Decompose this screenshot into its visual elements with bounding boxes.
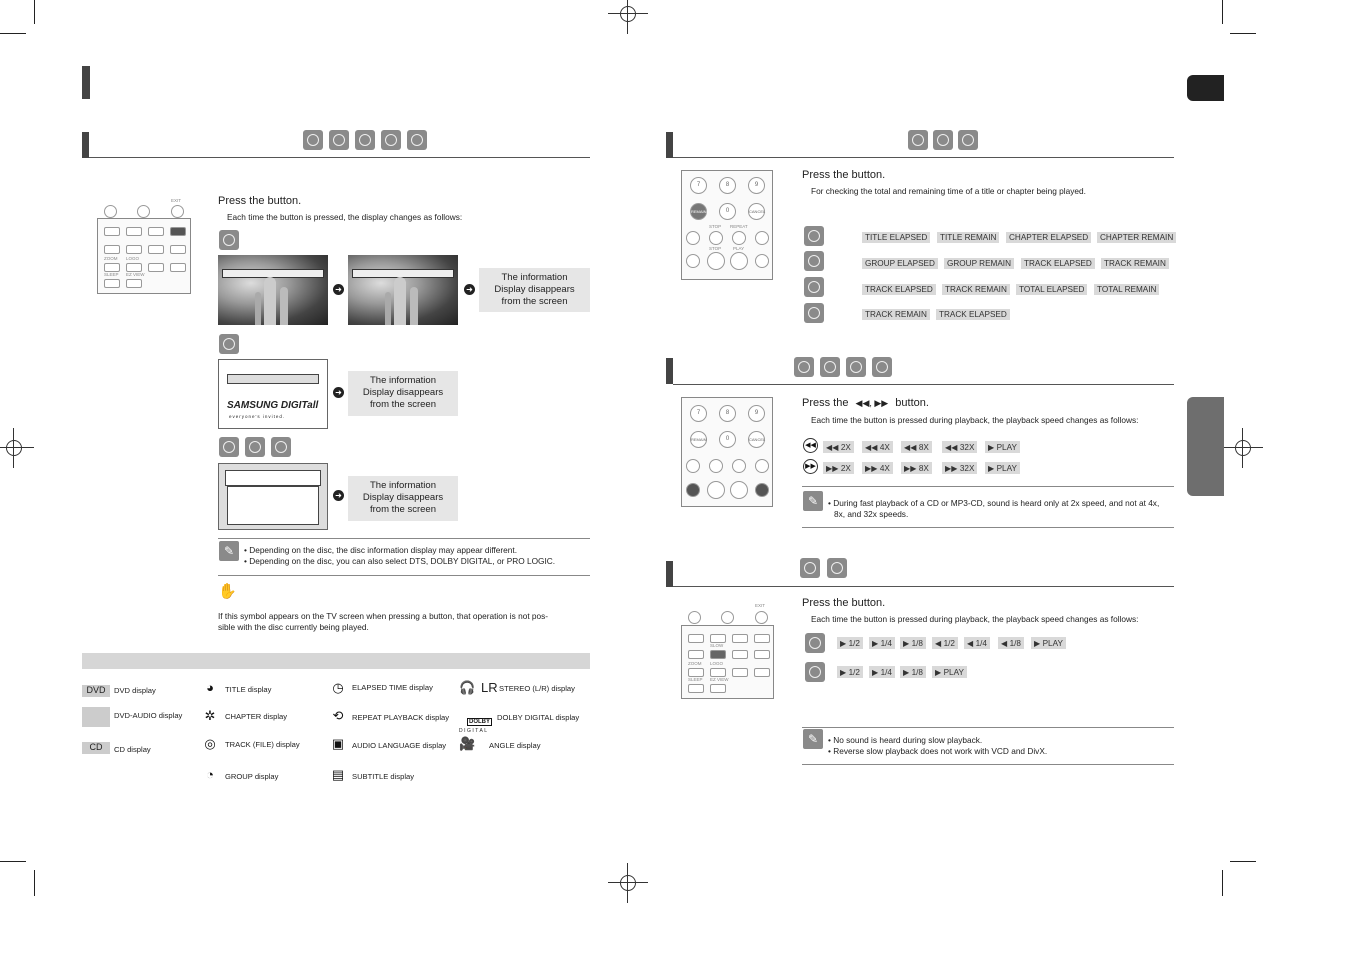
group-icon: ◔ [206, 767, 214, 782]
cd-tag: CD [82, 742, 110, 754]
hand-icon: ✋ [218, 583, 237, 600]
disc-icon [805, 662, 825, 682]
note-rule [802, 486, 1174, 487]
note-rule [218, 575, 590, 576]
remote-next-button [755, 231, 769, 245]
speed-tag: ▶▶ 32X [942, 462, 977, 474]
disc-icon [329, 130, 349, 150]
remote-cancel-button: CANCEL [748, 431, 765, 448]
info-box-1: The information Display disappears from the screen [479, 268, 590, 312]
dvd-disc-icon [804, 226, 824, 246]
section-marker [666, 561, 673, 587]
speed-tag: ▶▶ 2X [823, 462, 854, 474]
remain-tag: TRACK REMAIN [942, 284, 1010, 295]
remote-play-button [730, 481, 748, 499]
remote-illustration: ZOOM LOGO SLEEP EZ VIEW [97, 218, 191, 294]
remote-label: EXIT [755, 603, 766, 608]
remain-tag: TRACK REMAIN [1101, 258, 1169, 269]
legend-label: DOLBY DIGITAL display [497, 713, 580, 722]
remote-remain-button: REMAIN [690, 431, 707, 448]
dvd-disc-icon [219, 230, 239, 250]
remain-tag: CHAPTER ELAPSED [1006, 232, 1091, 243]
remote-label: EXIT [171, 198, 182, 203]
crop-mark [0, 33, 26, 34]
stereo-icon: 🎧 [459, 680, 476, 695]
info-box-3: The information Display disappears from the screen [348, 476, 458, 521]
repeat-icon: ⟲ [332, 708, 344, 723]
disc-icon [908, 130, 928, 150]
remain-tag: TOTAL REMAIN [1094, 284, 1159, 295]
instruction-sub: Each time the button is pressed, the display changes as follows: [227, 212, 463, 222]
slow-tag: ◀ 1/8 [998, 637, 1024, 649]
instruction: Press the ◀◀, ▶▶ button. [802, 397, 929, 409]
remote-stop-button [707, 252, 725, 270]
remote-ff-button [755, 483, 769, 497]
cd-disc-icon [804, 277, 824, 297]
remote-play-button [730, 252, 748, 270]
fast-forward-icon: ▶▶ [803, 459, 818, 474]
remote-button [721, 611, 734, 624]
disc-icon [271, 437, 291, 457]
legend-label: SUBTITLE display [352, 772, 415, 781]
remote-button-0: 0 [719, 203, 736, 220]
note-text: • During fast playback of a CD or MP3-CD, sound is heard only at 2x speed, and not at 4x, [828, 498, 1160, 508]
remote-label: STOP [709, 246, 722, 251]
remote-cancel-button: CANCEL [748, 203, 765, 220]
tv-screen-mp3 [218, 463, 328, 530]
instruction-sub: Each time the button is pressed during playback, the playback speed changes as follows: [811, 415, 1139, 425]
legend-label: GROUP display [225, 772, 279, 781]
legend-label: DVD display [114, 686, 156, 695]
disc-icon [303, 130, 323, 150]
remote-button-8: 8 [719, 405, 736, 422]
remote-exit-button [171, 205, 184, 218]
remote-button-8: 8 [719, 177, 736, 194]
remote-button-9: 9 [748, 177, 765, 194]
note-rule [802, 727, 1174, 728]
remote-ff-button [755, 254, 769, 268]
disc-icon [407, 130, 427, 150]
remote-rewind-button [686, 254, 700, 268]
disc-icon [958, 130, 978, 150]
remain-tag: TRACK ELAPSED [1021, 258, 1095, 269]
slow-tag: ◀ 1/4 [964, 637, 990, 649]
audio-language-icon: ▣ [331, 736, 345, 751]
slow-tag: ▶ PLAY [1031, 637, 1066, 649]
remote-label: PLAY [733, 246, 745, 251]
crop-mark [0, 861, 26, 862]
disc-icon [800, 558, 820, 578]
registration-mark [1231, 436, 1255, 460]
slow-tag: ▶ 1/4 [869, 637, 895, 649]
note-rule [802, 764, 1174, 765]
note-rule [802, 527, 1174, 528]
angle-icon: 🎥 [459, 736, 476, 751]
legend-label: ELAPSED TIME display [352, 683, 433, 692]
remain-tag: TITLE REMAIN [937, 232, 999, 243]
remote-button-7: 7 [690, 405, 707, 422]
tv-screen-1 [218, 255, 328, 325]
arrow-icon: ➜ [333, 387, 344, 398]
legend-label: CD display [114, 745, 151, 754]
disc-icon [827, 558, 847, 578]
remote-button [104, 205, 117, 218]
slow-tag: ◀ 1/2 [932, 637, 958, 649]
crop-mark [34, 870, 35, 896]
arrow-icon: ➜ [333, 284, 344, 295]
remain-tag: TOTAL ELAPSED [1016, 284, 1087, 295]
remain-tag: CHAPTER REMAIN [1097, 232, 1176, 243]
slow-tag: ▶ 1/8 [900, 666, 926, 678]
track-icon: ◎ [204, 736, 216, 751]
legend-label: ANGLE display [489, 741, 541, 750]
remote-remain-button: REMAIN [690, 203, 707, 220]
speed-tag: ◀◀ 4X [862, 441, 893, 453]
remote-button-0: 0 [719, 431, 736, 448]
section-marker [666, 358, 673, 384]
legend-label: TRACK (FILE) display [225, 740, 300, 749]
remote-illustration: SLOW ZOOM LOGO SLEEP EZ VIEW [681, 625, 774, 699]
slow-tag: ▶ 1/2 [837, 637, 863, 649]
instruction-sub: Each time the button is pressed during playback, the playback speed changes as follows: [811, 614, 1139, 624]
note-text: • Depending on the disc, you can also select DTS, DOLBY DIGITAL, or PRO LOGIC. [244, 556, 556, 566]
crop-mark [1222, 0, 1223, 24]
remote-rewind-button [686, 483, 700, 497]
speed-tag: ▶▶ 4X [862, 462, 893, 474]
disc-icon [245, 437, 265, 457]
remain-tag: GROUP REMAIN [944, 258, 1014, 269]
elapsed-time-icon: ◷ [332, 680, 344, 695]
crop-mark [1230, 33, 1256, 34]
note-text: 8x, and 32x speeds. [834, 509, 909, 519]
pencil-note-icon: ✎ [803, 491, 823, 511]
note-text: • Depending on the disc, the disc information display may appear different. [244, 545, 518, 555]
dvd-disc-icon [805, 633, 825, 653]
pencil-note-icon: ✎ [803, 729, 823, 749]
disc-icon [219, 437, 239, 457]
disc-icon [794, 357, 814, 377]
legend-label: TITLE display [225, 685, 272, 694]
info-box-2: The information Display disappears from the screen [348, 371, 458, 416]
remote-stop-button [707, 481, 725, 499]
registration-mark [2, 436, 26, 460]
hand-text: If this symbol appears on the TV screen when pressing a button, that operation is not pos- [218, 611, 549, 621]
remote-label: REPEAT [730, 224, 748, 229]
disc-icon [355, 130, 375, 150]
rewind-icon: ◀◀ [803, 438, 818, 453]
page-title-marker [82, 66, 90, 99]
disc-icon [820, 357, 840, 377]
remote-button [732, 459, 746, 473]
stereo-lr-text: LR [481, 680, 498, 695]
section-rule [673, 586, 1174, 587]
tv-screen-cd: SAMSUNG DIGITall everyone's invited. [218, 359, 328, 429]
remote-button [137, 205, 150, 218]
registration-mark [616, 2, 640, 26]
remain-tag: TRACK REMAIN [862, 309, 930, 320]
remote-prev-button [686, 231, 700, 245]
legend-label: AUDIO LANGUAGE display [352, 741, 447, 750]
slow-tag: ▶ 1/8 [900, 637, 926, 649]
dvd-tag: DVD [82, 685, 110, 697]
slow-tag: ▶ 1/4 [869, 666, 895, 678]
remote-button [732, 231, 746, 245]
instruction: Press the button. [802, 169, 886, 181]
dvd-audio-tag [82, 707, 110, 727]
remain-tag: GROUP ELAPSED [862, 258, 938, 269]
legend-label: REPEAT PLAYBACK display [352, 713, 450, 722]
instruction: Press the button. [218, 195, 302, 207]
remote-button [709, 459, 723, 473]
section-rule [673, 157, 1174, 158]
disc-icon [872, 357, 892, 377]
chapter-icon: ✲ [204, 708, 216, 723]
dolby-digital-icon: DOLBY DIGITAL [459, 719, 490, 734]
remote-button [709, 231, 723, 245]
slow-tag: ▶ PLAY [932, 666, 967, 678]
remote-exit-button [755, 611, 768, 624]
remote-label: STOP [709, 224, 722, 229]
legend-label: CHAPTER display [225, 712, 288, 721]
instruction: Press the button. [802, 597, 886, 609]
note-text: • Reverse slow playback does not work with VCD and DivX. [828, 746, 1048, 756]
remote-button-7: 7 [690, 177, 707, 194]
remain-tag: TRACK ELAPSED [862, 284, 936, 295]
remote-next-button [755, 459, 769, 473]
instruction-sub: For checking the total and remaining time of a title or chapter being played. [811, 186, 1086, 196]
speed-tag: ▶ PLAY [985, 441, 1020, 453]
remote-prev-button [686, 459, 700, 473]
speed-tag: ◀◀ 8X [901, 441, 932, 453]
speed-tag: ▶▶ 8X [901, 462, 932, 474]
page-tab-top [1187, 75, 1224, 101]
legend-label: STEREO (L/R) display [499, 684, 575, 693]
slow-tag: ▶ 1/2 [837, 666, 863, 678]
speed-tag: ▶ PLAY [985, 462, 1020, 474]
remote-button-9: 9 [748, 405, 765, 422]
registration-mark [616, 871, 640, 895]
disc-icon [846, 357, 866, 377]
disc-icon [804, 303, 824, 323]
chapter-tab [1187, 397, 1224, 496]
cd-disc-icon [219, 334, 239, 354]
pencil-note-icon: ✎ [219, 541, 239, 561]
hand-text: sible with the disc currently being played. [218, 622, 369, 632]
section-marker [82, 132, 89, 158]
section-rule [89, 157, 590, 158]
speed-tag: ◀◀ 32X [942, 441, 977, 453]
remain-tag: TRACK ELAPSED [936, 309, 1010, 320]
disc-icon [933, 130, 953, 150]
section-marker [666, 132, 673, 158]
crop-mark [1222, 870, 1223, 896]
crop-mark [34, 0, 35, 24]
subtitle-icon: ▤ [331, 767, 345, 782]
disc-icon [804, 251, 824, 271]
remain-tag: TITLE ELAPSED [862, 232, 930, 243]
remote-button [688, 611, 701, 624]
legend-header-bar [82, 653, 590, 669]
disc-icon [381, 130, 401, 150]
section-rule [673, 384, 1174, 385]
legend-label: DVD-AUDIO display [114, 711, 183, 720]
note-text: • No sound is heard during slow playback. [828, 735, 983, 745]
title-icon: ◕ [206, 680, 214, 695]
arrow-icon: ➜ [333, 490, 344, 501]
crop-mark [1230, 861, 1256, 862]
tv-screen-2 [348, 255, 458, 325]
speed-tag: ◀◀ 2X [823, 441, 854, 453]
note-rule [218, 538, 590, 539]
arrow-icon: ➜ [464, 284, 475, 295]
